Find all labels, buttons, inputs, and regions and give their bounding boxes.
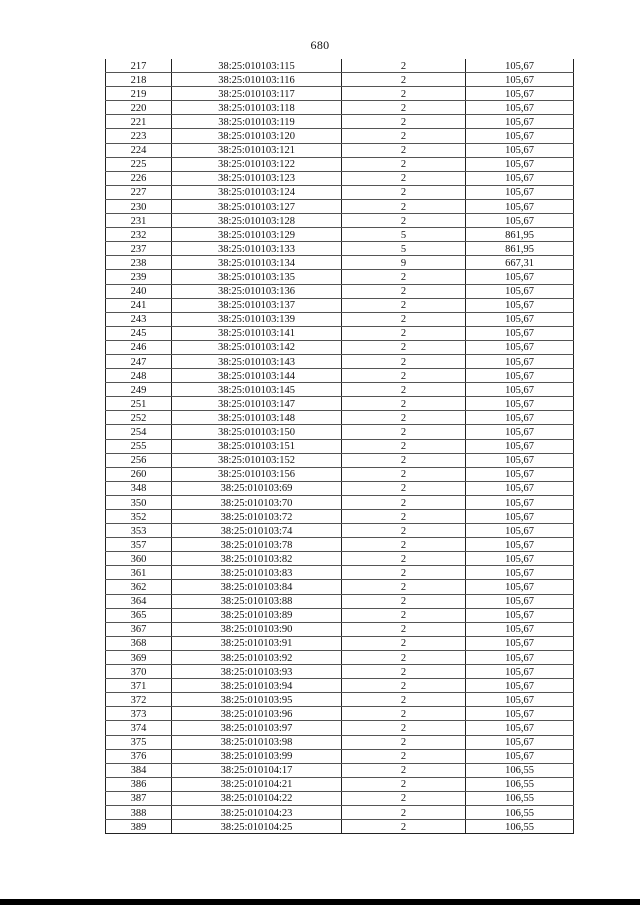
count-cell: 2 xyxy=(342,185,466,199)
value-cell: 105,67 xyxy=(466,594,574,608)
cadastral-number-cell: 38:25:010103:83 xyxy=(172,566,342,580)
cadastral-number-cell: 38:25:010103:119 xyxy=(172,115,342,129)
scan-edge-bar xyxy=(0,899,640,905)
row-number-cell: 357 xyxy=(106,538,172,552)
row-number-cell: 372 xyxy=(106,693,172,707)
table-row xyxy=(106,284,574,298)
count-cell: 9 xyxy=(342,256,466,270)
table-row xyxy=(106,510,574,524)
table-row xyxy=(106,425,574,439)
count-cell: 2 xyxy=(342,87,466,101)
row-number-cell: 368 xyxy=(106,636,172,650)
value-cell: 105,67 xyxy=(466,552,574,566)
cadastral-number-cell: 38:25:010103:135 xyxy=(172,270,342,284)
count-cell: 2 xyxy=(342,566,466,580)
row-number-cell: 230 xyxy=(106,199,172,213)
value-cell: 105,67 xyxy=(466,383,574,397)
row-number-cell: 364 xyxy=(106,594,172,608)
row-number-cell: 376 xyxy=(106,749,172,763)
row-number-cell: 369 xyxy=(106,650,172,664)
row-number-cell: 246 xyxy=(106,340,172,354)
value-cell: 105,67 xyxy=(466,369,574,383)
table-row xyxy=(106,242,574,256)
row-number-cell: 248 xyxy=(106,369,172,383)
count-cell: 2 xyxy=(342,143,466,157)
count-cell: 2 xyxy=(342,749,466,763)
cadastral-number-cell: 38:25:010103:142 xyxy=(172,340,342,354)
row-number-cell: 384 xyxy=(106,763,172,777)
cadastral-number-cell: 38:25:010103:156 xyxy=(172,467,342,481)
table-row xyxy=(106,650,574,664)
row-number-cell: 386 xyxy=(106,777,172,791)
table-row xyxy=(106,439,574,453)
table-row xyxy=(106,199,574,213)
cadastral-number-cell: 38:25:010103:70 xyxy=(172,495,342,509)
cadastral-number-cell: 38:25:010103:147 xyxy=(172,397,342,411)
table-row xyxy=(106,453,574,467)
value-cell: 105,67 xyxy=(466,580,574,594)
table-row xyxy=(106,763,574,777)
value-cell: 105,67 xyxy=(466,721,574,735)
table-row xyxy=(106,495,574,509)
row-number-cell: 240 xyxy=(106,284,172,298)
cadastral-number-cell: 38:25:010104:23 xyxy=(172,805,342,819)
count-cell: 2 xyxy=(342,693,466,707)
cadastral-number-cell: 38:25:010103:152 xyxy=(172,453,342,467)
table-row xyxy=(106,411,574,425)
row-number-cell: 388 xyxy=(106,805,172,819)
value-cell: 105,67 xyxy=(466,524,574,538)
value-cell: 105,67 xyxy=(466,199,574,213)
cadastral-number-cell: 38:25:010103:133 xyxy=(172,242,342,256)
row-number-cell: 224 xyxy=(106,143,172,157)
count-cell: 2 xyxy=(342,552,466,566)
table-row xyxy=(106,354,574,368)
table-row xyxy=(106,594,574,608)
table-row xyxy=(106,805,574,819)
count-cell: 2 xyxy=(342,59,466,73)
cadastral-number-cell: 38:25:010103:117 xyxy=(172,87,342,101)
row-number-cell: 374 xyxy=(106,721,172,735)
count-cell: 2 xyxy=(342,622,466,636)
page-number: 680 xyxy=(310,38,330,52)
table-row xyxy=(106,791,574,805)
row-number-cell: 251 xyxy=(106,397,172,411)
count-cell: 2 xyxy=(342,453,466,467)
cadastral-number-cell: 38:25:010103:151 xyxy=(172,439,342,453)
cadastral-number-cell: 38:25:010103:72 xyxy=(172,510,342,524)
count-cell: 2 xyxy=(342,298,466,312)
row-number-cell: 231 xyxy=(106,214,172,228)
table-row xyxy=(106,312,574,326)
cadastral-number-cell: 38:25:010103:145 xyxy=(172,383,342,397)
count-cell: 2 xyxy=(342,425,466,439)
row-number-cell: 370 xyxy=(106,665,172,679)
table-row xyxy=(106,228,574,242)
count-cell: 2 xyxy=(342,538,466,552)
table-row xyxy=(106,735,574,749)
value-cell: 105,67 xyxy=(466,749,574,763)
value-cell: 105,67 xyxy=(466,735,574,749)
count-cell: 2 xyxy=(342,679,466,693)
count-cell: 2 xyxy=(342,411,466,425)
count-cell: 2 xyxy=(342,481,466,495)
count-cell: 2 xyxy=(342,594,466,608)
table-row xyxy=(106,73,574,87)
row-number-cell: 243 xyxy=(106,312,172,326)
table-row xyxy=(106,566,574,580)
value-cell: 105,67 xyxy=(466,73,574,87)
table-row xyxy=(106,383,574,397)
value-cell: 105,67 xyxy=(466,411,574,425)
table-row xyxy=(106,87,574,101)
value-cell: 106,55 xyxy=(466,820,574,834)
count-cell: 2 xyxy=(342,439,466,453)
row-number-cell: 249 xyxy=(106,383,172,397)
value-cell: 105,67 xyxy=(466,298,574,312)
row-number-cell: 237 xyxy=(106,242,172,256)
value-cell: 105,67 xyxy=(466,425,574,439)
value-cell: 105,67 xyxy=(466,143,574,157)
row-number-cell: 218 xyxy=(106,73,172,87)
value-cell: 105,67 xyxy=(466,467,574,481)
value-cell: 105,67 xyxy=(466,650,574,664)
table-row xyxy=(106,749,574,763)
count-cell: 2 xyxy=(342,636,466,650)
row-number-cell: 256 xyxy=(106,453,172,467)
cadastral-number-cell: 38:25:010103:120 xyxy=(172,129,342,143)
count-cell: 2 xyxy=(342,721,466,735)
count-cell: 2 xyxy=(342,707,466,721)
value-cell: 105,67 xyxy=(466,87,574,101)
value-cell: 105,67 xyxy=(466,129,574,143)
value-cell: 105,67 xyxy=(466,707,574,721)
row-number-cell: 232 xyxy=(106,228,172,242)
table-row xyxy=(106,636,574,650)
table-row xyxy=(106,721,574,735)
table-row xyxy=(106,270,574,284)
value-cell: 105,67 xyxy=(466,354,574,368)
cadastral-number-cell: 38:25:010103:91 xyxy=(172,636,342,650)
table-row xyxy=(106,369,574,383)
data-table xyxy=(105,59,574,834)
count-cell: 2 xyxy=(342,369,466,383)
row-number-cell: 225 xyxy=(106,157,172,171)
row-number-cell: 255 xyxy=(106,439,172,453)
value-cell: 106,55 xyxy=(466,791,574,805)
cadastral-number-cell: 38:25:010103:82 xyxy=(172,552,342,566)
value-cell: 105,67 xyxy=(466,101,574,115)
table-row xyxy=(106,481,574,495)
cadastral-number-cell: 38:25:010103:78 xyxy=(172,538,342,552)
table-row xyxy=(106,693,574,707)
table-row xyxy=(106,59,574,73)
table-row xyxy=(106,707,574,721)
count-cell: 2 xyxy=(342,115,466,129)
cadastral-number-cell: 38:25:010103:95 xyxy=(172,693,342,707)
cadastral-number-cell: 38:25:010103:150 xyxy=(172,425,342,439)
count-cell: 2 xyxy=(342,805,466,819)
row-number-cell: 245 xyxy=(106,326,172,340)
count-cell: 2 xyxy=(342,129,466,143)
row-number-cell: 362 xyxy=(106,580,172,594)
count-cell: 2 xyxy=(342,791,466,805)
cadastral-number-cell: 38:25:010103:143 xyxy=(172,354,342,368)
count-cell: 2 xyxy=(342,270,466,284)
cadastral-number-cell: 38:25:010104:22 xyxy=(172,791,342,805)
cadastral-number-cell: 38:25:010103:94 xyxy=(172,679,342,693)
value-cell: 105,67 xyxy=(466,510,574,524)
row-number-cell: 254 xyxy=(106,425,172,439)
cadastral-number-cell: 38:25:010103:148 xyxy=(172,411,342,425)
row-number-cell: 389 xyxy=(106,820,172,834)
cadastral-number-cell: 38:25:010103:124 xyxy=(172,185,342,199)
table-row xyxy=(106,397,574,411)
value-cell: 105,67 xyxy=(466,397,574,411)
table-row xyxy=(106,256,574,270)
table-row xyxy=(106,185,574,199)
row-number-cell: 226 xyxy=(106,171,172,185)
value-cell: 106,55 xyxy=(466,763,574,777)
row-number-cell: 367 xyxy=(106,622,172,636)
value-cell: 105,67 xyxy=(466,636,574,650)
cadastral-number-cell: 38:25:010103:127 xyxy=(172,199,342,213)
cadastral-number-cell: 38:25:010103:118 xyxy=(172,101,342,115)
value-cell: 105,67 xyxy=(466,453,574,467)
count-cell: 2 xyxy=(342,580,466,594)
cadastral-number-cell: 38:25:010103:96 xyxy=(172,707,342,721)
cadastral-number-cell: 38:25:010103:90 xyxy=(172,622,342,636)
value-cell: 105,67 xyxy=(466,693,574,707)
row-number-cell: 350 xyxy=(106,495,172,509)
cadastral-number-cell: 38:25:010103:99 xyxy=(172,749,342,763)
count-cell: 2 xyxy=(342,157,466,171)
count-cell: 2 xyxy=(342,524,466,538)
cadastral-number-cell: 38:25:010103:136 xyxy=(172,284,342,298)
cadastral-number-cell: 38:25:010103:89 xyxy=(172,608,342,622)
count-cell: 5 xyxy=(342,242,466,256)
table-row xyxy=(106,143,574,157)
row-number-cell: 348 xyxy=(106,481,172,495)
count-cell: 2 xyxy=(342,101,466,115)
row-number-cell: 217 xyxy=(106,59,172,73)
count-cell: 2 xyxy=(342,199,466,213)
value-cell: 667,31 xyxy=(466,256,574,270)
row-number-cell: 223 xyxy=(106,129,172,143)
cadastral-number-cell: 38:25:010103:123 xyxy=(172,171,342,185)
value-cell: 861,95 xyxy=(466,242,574,256)
count-cell: 2 xyxy=(342,608,466,622)
table-row xyxy=(106,129,574,143)
row-number-cell: 220 xyxy=(106,101,172,115)
row-number-cell: 252 xyxy=(106,411,172,425)
value-cell: 105,67 xyxy=(466,312,574,326)
count-cell: 2 xyxy=(342,340,466,354)
count-cell: 2 xyxy=(342,73,466,87)
cadastral-number-cell: 38:25:010103:144 xyxy=(172,369,342,383)
row-number-cell: 239 xyxy=(106,270,172,284)
count-cell: 2 xyxy=(342,820,466,834)
cadastral-number-cell: 38:25:010104:25 xyxy=(172,820,342,834)
count-cell: 2 xyxy=(342,383,466,397)
cadastral-number-cell: 38:25:010103:139 xyxy=(172,312,342,326)
count-cell: 2 xyxy=(342,763,466,777)
count-cell: 2 xyxy=(342,510,466,524)
table-row xyxy=(106,820,574,834)
table-row xyxy=(106,298,574,312)
row-number-cell: 353 xyxy=(106,524,172,538)
value-cell: 105,67 xyxy=(466,270,574,284)
value-cell: 105,67 xyxy=(466,679,574,693)
row-number-cell: 241 xyxy=(106,298,172,312)
row-number-cell: 260 xyxy=(106,467,172,481)
cadastral-number-cell: 38:25:010103:84 xyxy=(172,580,342,594)
value-cell: 105,67 xyxy=(466,495,574,509)
row-number-cell: 247 xyxy=(106,354,172,368)
row-number-cell: 371 xyxy=(106,679,172,693)
table-row xyxy=(106,214,574,228)
value-cell: 105,67 xyxy=(466,566,574,580)
count-cell: 2 xyxy=(342,397,466,411)
count-cell: 2 xyxy=(342,354,466,368)
value-cell: 105,67 xyxy=(466,185,574,199)
value-cell: 106,55 xyxy=(466,777,574,791)
table-row xyxy=(106,326,574,340)
table-row xyxy=(106,665,574,679)
cadastral-number-cell: 38:25:010103:69 xyxy=(172,481,342,495)
row-number-cell: 227 xyxy=(106,185,172,199)
count-cell: 2 xyxy=(342,214,466,228)
value-cell: 105,67 xyxy=(466,115,574,129)
cadastral-number-cell: 38:25:010103:74 xyxy=(172,524,342,538)
count-cell: 2 xyxy=(342,326,466,340)
table-row xyxy=(106,467,574,481)
row-number-cell: 219 xyxy=(106,87,172,101)
table-row xyxy=(106,622,574,636)
value-cell: 105,67 xyxy=(466,284,574,298)
table-row xyxy=(106,777,574,791)
row-number-cell: 221 xyxy=(106,115,172,129)
cadastral-number-cell: 38:25:010103:129 xyxy=(172,228,342,242)
value-cell: 105,67 xyxy=(466,439,574,453)
row-number-cell: 360 xyxy=(106,552,172,566)
count-cell: 5 xyxy=(342,228,466,242)
table-row xyxy=(106,608,574,622)
count-cell: 2 xyxy=(342,495,466,509)
table-row xyxy=(106,538,574,552)
row-number-cell: 361 xyxy=(106,566,172,580)
count-cell: 2 xyxy=(342,312,466,326)
table-row xyxy=(106,580,574,594)
value-cell: 861,95 xyxy=(466,228,574,242)
cadastral-number-cell: 38:25:010103:88 xyxy=(172,594,342,608)
table-row xyxy=(106,101,574,115)
value-cell: 105,67 xyxy=(466,214,574,228)
table-row xyxy=(106,524,574,538)
value-cell: 105,67 xyxy=(466,622,574,636)
value-cell: 105,67 xyxy=(466,340,574,354)
cadastral-number-cell: 38:25:010103:121 xyxy=(172,143,342,157)
count-cell: 2 xyxy=(342,171,466,185)
count-cell: 2 xyxy=(342,650,466,664)
cadastral-number-cell: 38:25:010103:93 xyxy=(172,665,342,679)
table-row xyxy=(106,679,574,693)
row-number-cell: 387 xyxy=(106,791,172,805)
table-row xyxy=(106,171,574,185)
row-number-cell: 238 xyxy=(106,256,172,270)
table-row xyxy=(106,552,574,566)
cadastral-number-cell: 38:25:010103:98 xyxy=(172,735,342,749)
cadastral-number-cell: 38:25:010104:21 xyxy=(172,777,342,791)
cadastral-number-cell: 38:25:010103:134 xyxy=(172,256,342,270)
cadastral-number-cell: 38:25:010103:92 xyxy=(172,650,342,664)
row-number-cell: 365 xyxy=(106,608,172,622)
value-cell: 105,67 xyxy=(466,157,574,171)
cadastral-number-cell: 38:25:010103:141 xyxy=(172,326,342,340)
value-cell: 106,55 xyxy=(466,805,574,819)
value-cell: 105,67 xyxy=(466,326,574,340)
count-cell: 2 xyxy=(342,665,466,679)
value-cell: 105,67 xyxy=(466,608,574,622)
table-row xyxy=(106,340,574,354)
row-number-cell: 352 xyxy=(106,510,172,524)
cadastral-number-cell: 38:25:010103:115 xyxy=(172,59,342,73)
count-cell: 2 xyxy=(342,735,466,749)
cadastral-number-cell: 38:25:010103:97 xyxy=(172,721,342,735)
count-cell: 2 xyxy=(342,467,466,481)
cadastral-number-cell: 38:25:010104:17 xyxy=(172,763,342,777)
value-cell: 105,67 xyxy=(466,481,574,495)
cadastral-number-cell: 38:25:010103:116 xyxy=(172,73,342,87)
table-row xyxy=(106,115,574,129)
count-cell: 2 xyxy=(342,777,466,791)
cadastral-number-cell: 38:25:010103:137 xyxy=(172,298,342,312)
cadastral-number-cell: 38:25:010103:128 xyxy=(172,214,342,228)
value-cell: 105,67 xyxy=(466,538,574,552)
value-cell: 105,67 xyxy=(466,665,574,679)
table-row xyxy=(106,157,574,171)
value-cell: 105,67 xyxy=(466,171,574,185)
count-cell: 2 xyxy=(342,284,466,298)
table-body xyxy=(106,59,574,834)
row-number-cell: 375 xyxy=(106,735,172,749)
row-number-cell: 373 xyxy=(106,707,172,721)
value-cell: 105,67 xyxy=(466,59,574,73)
cadastral-number-cell: 38:25:010103:122 xyxy=(172,157,342,171)
